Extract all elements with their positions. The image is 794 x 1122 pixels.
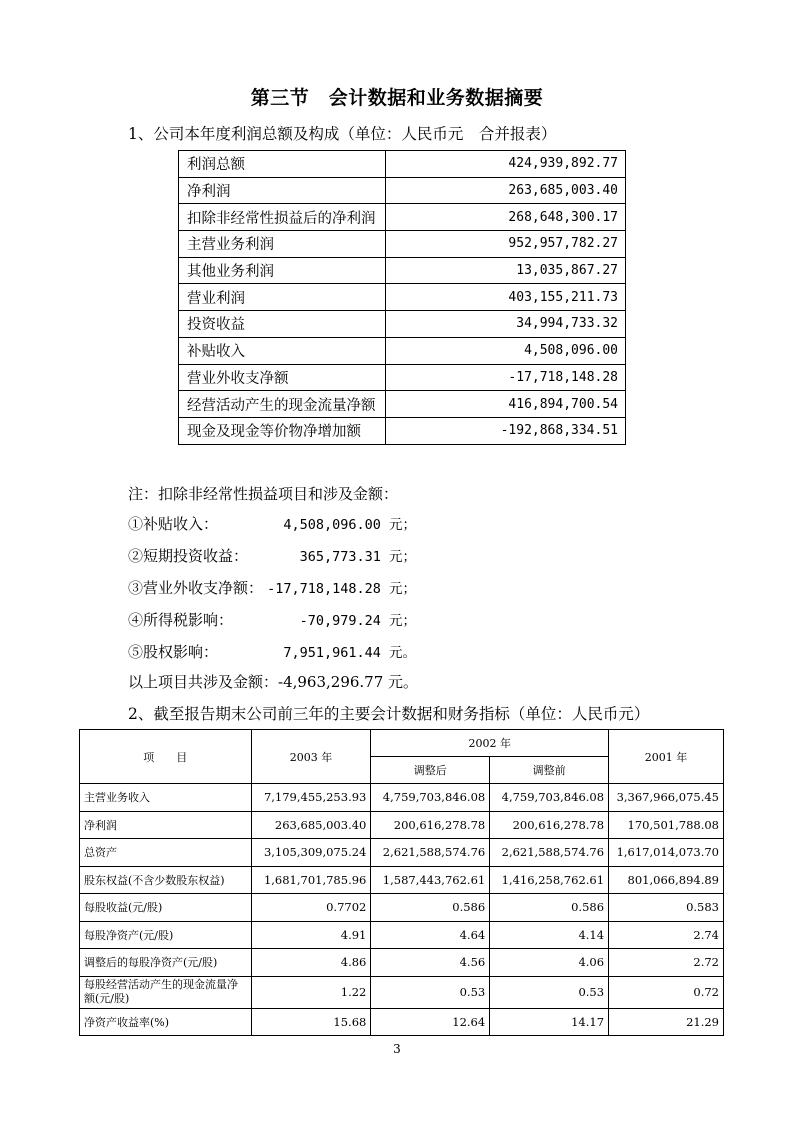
table-row — [179, 391, 626, 418]
profit-table-body — [179, 151, 626, 445]
cell-2002-original: 4.06 — [490, 949, 609, 977]
row-label: 每股收益(元/股) — [80, 894, 252, 922]
cell-2003: 0.7702 — [251, 894, 371, 922]
cell-2002-original: 0.586 — [490, 894, 609, 922]
row-value: 952,957,782.27 — [386, 231, 626, 258]
note-label: ④所得税影响： — [128, 611, 234, 629]
row-label: 投资收益 — [179, 311, 386, 338]
row-label: 扣除非经常性损益后的净利润 — [179, 204, 386, 231]
row-label: 每股经营活动产生的现金流量净额(元/股) — [80, 976, 252, 1008]
table-row — [80, 839, 724, 867]
table-row — [179, 257, 626, 284]
row-label: 净利润 — [179, 177, 386, 204]
cell-2002-adjusted: 0.586 — [371, 894, 490, 922]
cell-2002-original: 4,759,703,846.08 — [490, 784, 609, 812]
table-row — [80, 866, 724, 894]
row-label: 调整后的每股净资产(元/股) — [80, 949, 252, 977]
row-value: 424,939,892.77 — [386, 151, 626, 178]
header-adjusted-after: 调整后 — [371, 757, 490, 784]
note-label: ⑤股权影响： — [128, 643, 219, 661]
header-item: 项 目 — [80, 730, 252, 784]
row-label: 总资产 — [80, 839, 252, 867]
cell-2003: 15.68 — [251, 1008, 371, 1036]
cell-2001: 170,501,788.08 — [609, 811, 724, 839]
table-row — [179, 417, 626, 444]
page-number: 3 — [393, 1042, 401, 1056]
row-value: 4,508,096.00 — [386, 337, 626, 364]
cell-2001: 21.29 — [609, 1008, 724, 1036]
section2-heading: 2、截至报告期末公司前三年的主要会计数据和财务指标（单位：人民币元） — [128, 705, 650, 723]
row-label: 其他业务利润 — [179, 257, 386, 284]
note-label: ②短期投资收益： — [128, 547, 249, 565]
table-row — [179, 151, 626, 178]
row-label: 现金及现金等价物净增加额 — [179, 417, 386, 444]
notes-heading: 注：扣除非经常性损益项目和涉及金额： — [128, 485, 399, 503]
table-row — [179, 231, 626, 258]
row-label: 利润总额 — [179, 151, 386, 178]
cell-2003: 1,681,701,785.96 — [251, 866, 371, 894]
cell-2001: 1,617,014,073.70 — [609, 839, 724, 867]
financial-indicators-table — [79, 729, 724, 1036]
table-row — [179, 204, 626, 231]
cell-2002-original: 14.17 — [490, 1008, 609, 1036]
row-label: 经营活动产生的现金流量净额 — [179, 391, 386, 418]
table-row — [179, 284, 626, 311]
financial-table-body — [80, 730, 724, 1036]
note-item — [128, 577, 416, 599]
table-row — [80, 949, 724, 977]
profit-table — [178, 150, 626, 445]
note-value: -17,718,148.28 元； — [267, 581, 416, 597]
row-label: 主营业务收入 — [80, 784, 252, 812]
row-value: -17,718,148.28 — [386, 364, 626, 391]
row-value: 403,155,211.73 — [386, 284, 626, 311]
cell-2002-adjusted: 12.64 — [371, 1008, 490, 1036]
cell-2002-adjusted: 4.64 — [371, 921, 490, 949]
note-value: 7,951,961.44 元。 — [283, 645, 416, 661]
cell-2002-adjusted: 200,616,278.78 — [371, 811, 490, 839]
cell-2003: 263,685,003.40 — [251, 811, 371, 839]
table-row — [80, 811, 724, 839]
row-label: 主营业务利润 — [179, 231, 386, 258]
note-item — [128, 513, 416, 535]
table-row — [80, 976, 724, 1008]
page-title: 第三节 会计数据和业务数据摘要 — [250, 87, 544, 109]
row-value: 268,648,300.17 — [386, 204, 626, 231]
row-value: 263,685,003.40 — [386, 177, 626, 204]
note-value: 4,508,096.00 元； — [283, 517, 416, 533]
cell-2003: 4.91 — [251, 921, 371, 949]
note-item — [128, 609, 416, 631]
row-label: 净利润 — [80, 811, 252, 839]
row-label: 营业外收支净额 — [179, 364, 386, 391]
cell-2003: 7,179,455,253.93 — [251, 784, 371, 812]
cell-2003: 1.22 — [251, 976, 371, 1008]
row-value: 34,994,733.32 — [386, 311, 626, 338]
row-value: -192,868,334.51 — [386, 417, 626, 444]
cell-2001: 2.74 — [609, 921, 724, 949]
header-2003: 2003 年 — [251, 730, 371, 784]
cell-2002-original: 1,416,258,762.61 — [490, 866, 609, 894]
table-row — [179, 364, 626, 391]
note-label: ③营业外收支净额： — [128, 579, 264, 597]
cell-2001: 0.583 — [609, 894, 724, 922]
cell-2003: 3,105,309,075.24 — [251, 839, 371, 867]
cell-2001: 3,367,966,075.45 — [609, 784, 724, 812]
cell-2002-original: 200,616,278.78 — [490, 811, 609, 839]
cell-2001: 801,066,894.89 — [609, 866, 724, 894]
table-row — [179, 311, 626, 338]
header-2002: 2002 年 — [371, 730, 609, 757]
cell-2002-adjusted: 1,587,443,762.61 — [371, 866, 490, 894]
row-label: 净资产收益率(%) — [80, 1008, 252, 1036]
table-row — [80, 1008, 724, 1036]
cell-2002-adjusted: 4,759,703,846.08 — [371, 784, 490, 812]
cell-2001: 2.72 — [609, 949, 724, 977]
table-row — [179, 177, 626, 204]
cell-2002-adjusted: 0.53 — [371, 976, 490, 1008]
note-label: ①补贴收入： — [128, 515, 219, 533]
cell-2002-original: 0.53 — [490, 976, 609, 1008]
row-label: 股东权益(不含少数股东权益) — [80, 866, 252, 894]
note-item — [128, 545, 416, 567]
table-header-row — [80, 730, 724, 757]
header-2001: 2001 年 — [609, 730, 724, 784]
table-row — [179, 337, 626, 364]
cell-2002-adjusted: 4.56 — [371, 949, 490, 977]
row-label: 营业利润 — [179, 284, 386, 311]
row-label: 每股净资产(元/股) — [80, 921, 252, 949]
section1-heading: 1、公司本年度利润总额及构成（单位：人民币元 合并报表） — [128, 125, 557, 143]
cell-2002-adjusted: 2,621,588,574.76 — [371, 839, 490, 867]
note-value: 365,773.31 元； — [299, 549, 416, 565]
row-label: 补贴收入 — [179, 337, 386, 364]
cell-2001: 0.72 — [609, 976, 724, 1008]
notes-total: 以上项目共涉及金额：-4,963,296.77 元。 — [128, 673, 419, 691]
cell-2003: 4.86 — [251, 949, 371, 977]
note-value: -70,979.24 元； — [299, 613, 416, 629]
table-row — [80, 784, 724, 812]
row-value: 416,894,700.54 — [386, 391, 626, 418]
cell-2002-original: 4.14 — [490, 921, 609, 949]
table-row — [80, 894, 724, 922]
cell-2002-original: 2,621,588,574.76 — [490, 839, 609, 867]
row-value: 13,035,867.27 — [386, 257, 626, 284]
table-row — [80, 921, 724, 949]
header-adjusted-before: 调整前 — [490, 757, 609, 784]
note-item — [128, 641, 416, 663]
